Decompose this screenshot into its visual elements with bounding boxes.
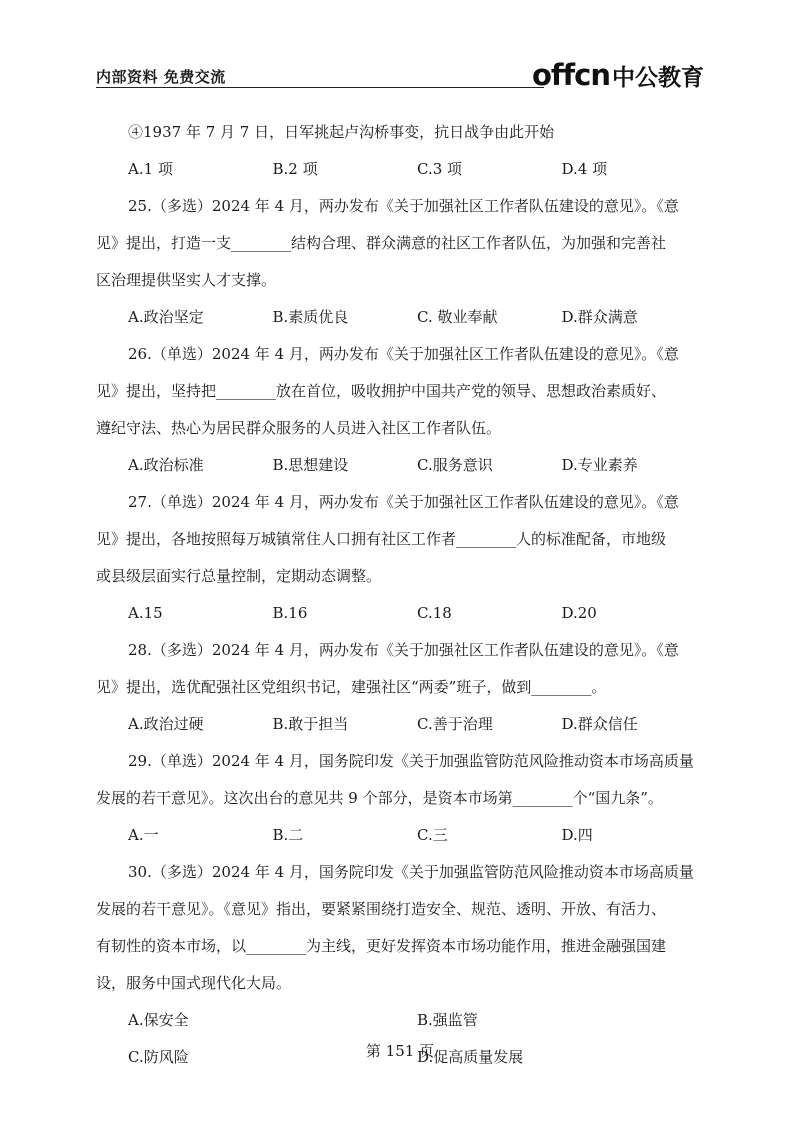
answer-options — [128, 595, 706, 632]
question-line: 26.（单选）2024 年 4 月，两办发布《关于加强社区工作者队伍建设的意见》。《意 — [128, 345, 679, 363]
answer-option: D.专业素养 — [561, 456, 638, 474]
logo-text-en: offcn — [532, 58, 610, 92]
page-number: 第 151 页 — [365, 1042, 435, 1060]
question-line: 29.（单选）2024 年 4 月，国务院印发《关于加强监管防范风险推动资本市场高质量 — [128, 752, 694, 770]
answer-option: A.保安全 — [128, 1011, 189, 1029]
answer-option: D.促高质量发展 — [417, 1048, 524, 1066]
answer-option: C.18 — [417, 604, 452, 622]
answer-option: C.三 — [417, 826, 448, 844]
answer-option: A.15 — [128, 604, 163, 622]
answer-option: B.敢于担当 — [272, 715, 349, 733]
question-line: 有韧性的资本市场，以________为主线，更好发挥资本市场功能作用，推进金融强国建 — [96, 937, 667, 955]
answer-option: C.防风险 — [128, 1048, 189, 1066]
answer-options — [128, 1002, 706, 1039]
question-stem — [96, 632, 706, 706]
answer-option: C.服务意识 — [417, 456, 493, 474]
answer-option: C.善于治理 — [417, 715, 493, 733]
answer-option: C. 敬业奉献 — [417, 308, 498, 326]
question-stem — [96, 743, 706, 817]
answer-option: D.群众满意 — [561, 308, 638, 326]
answer-options — [128, 151, 706, 188]
answer-option: B.二 — [272, 826, 304, 844]
answer-options — [128, 706, 706, 743]
question-line: 27.（单选）2024 年 4 月，两办发布《关于加强社区工作者队伍建设的意见》。《意 — [128, 493, 679, 511]
question-line: 区治理提供坚实人才支撑。 — [96, 271, 277, 289]
answer-option: A.政治标准 — [128, 456, 204, 474]
question-stem — [96, 188, 706, 299]
header-divider — [96, 87, 544, 88]
answer-option: B.2 项 — [272, 160, 318, 178]
answer-option: A.一 — [128, 826, 159, 844]
question-content — [96, 114, 706, 1076]
question-stem — [96, 854, 706, 1002]
page-header — [96, 58, 704, 94]
header-label: 内部资料 免费交流 — [96, 68, 226, 86]
answer-option: A.政治过硬 — [128, 715, 204, 733]
offcn-logo — [532, 58, 704, 92]
answer-option: D.4 项 — [561, 160, 608, 178]
question-line: 见》提出，打造一支________结构合理、群众满意的社区工作者队伍，为加强和完善社 — [96, 234, 667, 252]
answer-option: B.素质优良 — [272, 308, 349, 326]
question-stem — [96, 336, 706, 447]
question-line: 25.（多选）2024 年 4 月，两办发布《关于加强社区工作者队伍建设的意见》。《意 — [128, 197, 679, 215]
answer-options — [128, 299, 706, 336]
answer-options — [128, 817, 706, 854]
statement-text: ④1937 年 7 月 7 日，日军挑起卢沟桥事变，抗日战争由此开始 — [128, 123, 555, 141]
question-line: 见》提出，坚持把________放在首位，吸收拥护中国共产党的领导、思想政治素质好、 — [96, 382, 667, 400]
question-line: 遵纪守法、热心为居民群众服务的人员进入社区工作者队伍。 — [96, 419, 502, 437]
question-line: 见》提出，选优配强社区党组织书记，建强社区“两委”班子，做到________。 — [96, 678, 607, 696]
answer-option: D.20 — [561, 604, 597, 622]
answer-options — [128, 447, 706, 484]
answer-option: D.四 — [561, 826, 593, 844]
answer-option: B.思想建设 — [272, 456, 349, 474]
answer-option: C.3 项 — [417, 160, 463, 178]
answer-option: A.政治坚定 — [128, 308, 204, 326]
answer-option: B.16 — [272, 604, 308, 622]
question-stem — [96, 484, 706, 595]
question-line: 28.（多选）2024 年 4 月，两办发布《关于加强社区工作者队伍建设的意见》。《意 — [128, 641, 679, 659]
question-line: 30.（多选）2024 年 4 月，国务院印发《关于加强监管防范风险推动资本市场高质量 — [128, 863, 694, 881]
question-line: 发展的若干意见》。《意见》指出，要紧紧围绕打造安全、规范、透明、开放、有活力、 — [96, 900, 667, 918]
question-line: 发展的若干意见》。这次出台的意见共 9 个部分，是资本市场第________个“国九条”。 — [96, 789, 663, 807]
question-line: 设，服务中国式现代化大局。 — [96, 974, 292, 992]
answer-option: B.强监管 — [417, 1011, 478, 1029]
question-line: 或县级层面实行总量控制，定期动态调整。 — [96, 567, 382, 585]
answer-option: A.1 项 — [128, 160, 173, 178]
question-line: 见》提出，各地按照每万城镇常住人口拥有社区工作者________人的标准配备，市地级 — [96, 530, 667, 548]
logo-text-cn: 中公教育 — [612, 65, 704, 91]
answer-option: D.群众信任 — [561, 715, 638, 733]
